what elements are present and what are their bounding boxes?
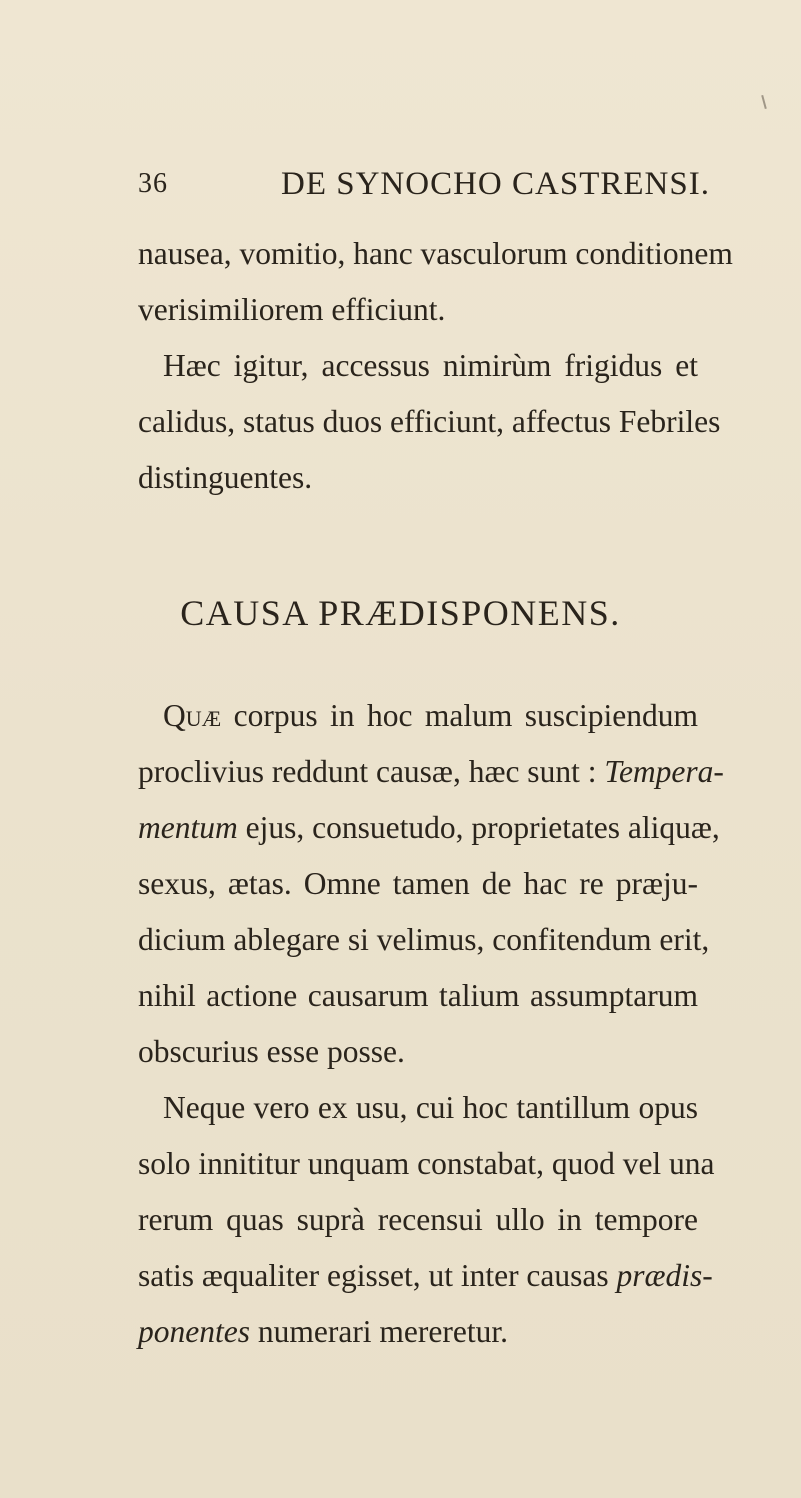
- text-line: [138, 688, 698, 744]
- text-line: dicium ablegare si velimus, confitendum erit,: [138, 922, 710, 957]
- text-line: [138, 744, 724, 800]
- running-title: DE SYNOCHO CASTRENSI.: [281, 166, 710, 202]
- text-line: [138, 1304, 698, 1360]
- initial-word: Quæ: [163, 698, 222, 733]
- text-line: Neque vero ex usu, cui hoc tantillum opus: [163, 1090, 698, 1125]
- text-line: sexus, ætas. Omne tamen de hac re præju-: [138, 866, 698, 901]
- italic-term: mentum: [138, 810, 238, 845]
- italic-term: Tempera-: [604, 754, 724, 789]
- page-number: 36: [138, 168, 168, 199]
- text-fragment: corpus in hoc malum suscipiendum: [233, 698, 698, 733]
- section-heading: CAUSA PRÆDISPONENS.: [180, 593, 621, 633]
- text-line: Hæc igitur, accessus nimirùm frigidus et: [163, 348, 698, 383]
- page-header: [138, 166, 710, 208]
- text-fragment: satis æqualiter egisset, ut inter causas: [138, 1258, 609, 1293]
- text-fragment: proclivius reddunt causæ, hæc sunt :: [138, 754, 597, 789]
- text-line: rerum quas suprà recensui ullo in tempore: [138, 1202, 698, 1237]
- text-line: obscurius esse posse.: [138, 1034, 405, 1069]
- paragraph-block-2: [138, 688, 724, 1360]
- text-line: [138, 800, 720, 856]
- text-line: nihil actione causarum talium assumptarum: [138, 978, 698, 1013]
- italic-term: prædis-: [616, 1258, 713, 1293]
- text-line: calidus, status duos efficiunt, affectus Febriles: [138, 404, 721, 439]
- edge-mark: [761, 95, 767, 109]
- text-fragment: ejus, consuetudo, proprietates aliquæ,: [245, 810, 720, 845]
- text-line: verisimiliorem efficiunt.: [138, 292, 446, 327]
- text-line: [138, 1248, 713, 1304]
- paragraph-block-1: [138, 226, 733, 506]
- text-line: distinguentes.: [138, 460, 313, 495]
- italic-term: ponentes: [138, 1314, 250, 1349]
- text-line: solo innititur unquam constabat, quod vel una: [138, 1146, 715, 1181]
- text-fragment: numerari mereretur.: [257, 1314, 508, 1349]
- text-line: nausea, vomitio, hanc vasculorum conditionem: [138, 236, 733, 271]
